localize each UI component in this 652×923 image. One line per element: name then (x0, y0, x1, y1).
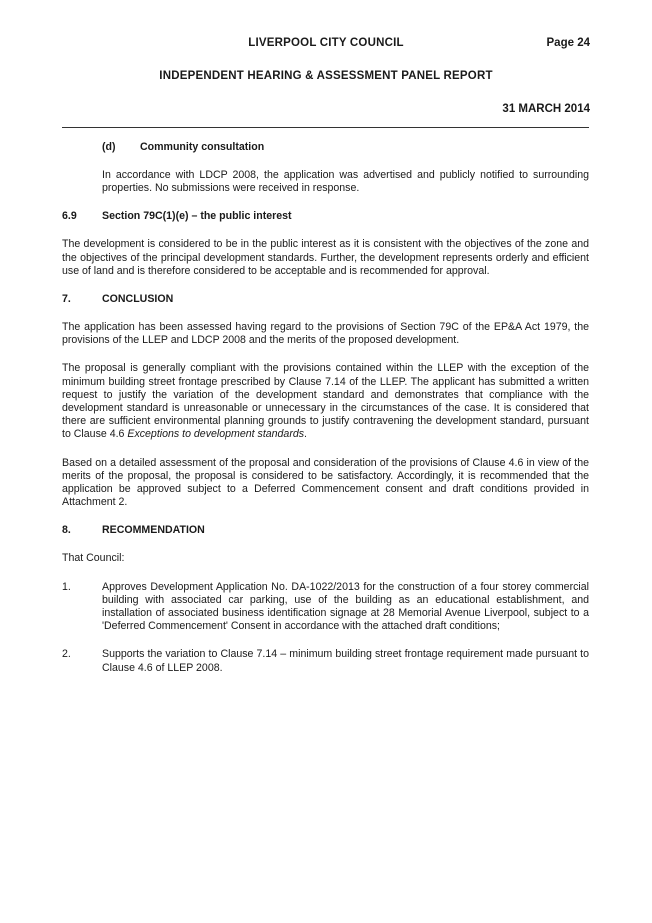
conclusion-p2-end: . (304, 428, 307, 441)
section-heading-conclusion (62, 293, 589, 305)
council-name: LIVERPOOL CITY COUNCIL (248, 37, 404, 49)
report-title: INDEPENDENT HEARING & ASSESSMENT PANEL REPORT (159, 70, 493, 82)
list-item-text: Supports the variation to Clause 7.14 – minimum building street frontage requirement made pursuant to Clause 4.6 of LLEP 2008. (102, 648, 589, 674)
list-item-text: Approves Development Application No. DA-1022/2013 for the construction of a four storey commercial building with associated car parking, use of the building as an educational establishment, and installation of associated business identification signage at 28 Memorial Avenue Liverpool, subject to a 'Deferred Commencement' Consent in accordance with the attached draft conditions; (102, 580, 589, 633)
list-item-number: 1. (62, 580, 71, 593)
list-item-number: 2. (62, 648, 71, 661)
section-title: RECOMMENDATION (102, 524, 205, 537)
recommendation-intro: That Council: (62, 552, 125, 565)
section-title: CONCLUSION (102, 293, 174, 306)
conclusion-p2-text: The proposal is generally compliant with the provisions contained within the LLEP with the exception of the minimum building street frontage prescribed by Clause 7.14 of the LLEP. The applicant has submitted a written request to justify the variation of the development standard and demonstrates that compliance with the development standard is unreasonable or unnecessary in the circumstances of the case. It is considered that there are sufficient environmental planning grounds to justify contravening the development standard, pursuant to Clause 4.6 (62, 362, 589, 441)
conclusion-paragraph-1: The application has been assessed having regard to the provisions of Section 79C of the EP&A Act 1979, the provisions of the LLEP and LDCP 2008 and the merits of the proposed development. (62, 321, 589, 347)
section-number: 6.9 (62, 210, 77, 223)
community-paragraph: In accordance with LDCP 2008, the application was advertised and publicly notified to surrounding properties. No submissions were received in response. (102, 169, 589, 195)
conclusion-p2-italic: Exceptions to development standards (127, 428, 305, 441)
document-body (62, 141, 589, 690)
section-number: 7. (62, 293, 71, 306)
section-title: Section 79C(1)(e) – the public interest (102, 210, 292, 223)
list-item (62, 581, 589, 634)
page-number: Page 24 (546, 37, 590, 49)
section-heading-public-interest (62, 210, 589, 222)
section-heading-recommendation (62, 524, 589, 536)
list-item (62, 648, 589, 674)
section-number: 8. (62, 524, 71, 537)
subsection-letter: (d) (102, 141, 116, 153)
header-divider (62, 127, 589, 128)
subsection-heading-community (102, 141, 589, 153)
public-interest-paragraph: The development is considered to be in the public interest as it is consistent with the objectives of the zone and the objectives of the principal development standards. Further, the development represents orderly and efficient use of land and is therefore considered to be acceptable and is recommended for approval. (62, 238, 589, 277)
conclusion-paragraph-3: Based on a detailed assessment of the proposal and consideration of the provisions of Clause 4.6 in view of the merits of the proposal, the proposal is considered to be satisfactory. Accordingly, it is recommended that the application be approved subject to a Deferred Commencement consent and draft conditions provided in Attachment 2. (62, 456, 589, 509)
report-date: 31 MARCH 2014 (502, 103, 590, 115)
conclusion-paragraph-2 (62, 362, 589, 441)
subsection-title: Community consultation (140, 141, 265, 153)
